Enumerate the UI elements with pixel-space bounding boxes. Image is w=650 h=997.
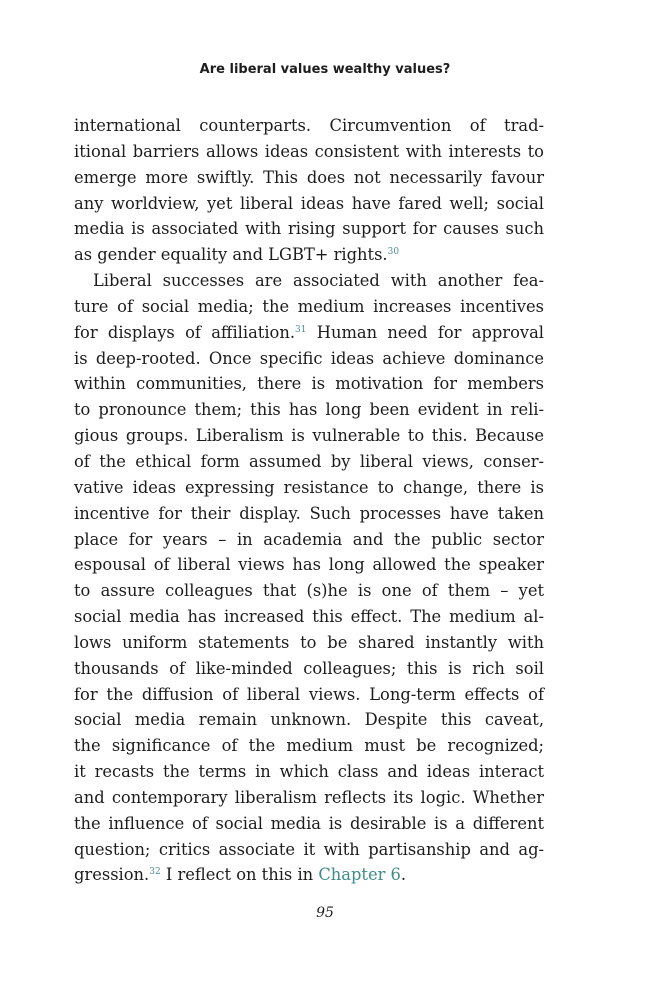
endnote-marker-32[interactable]: 32	[149, 867, 161, 878]
page-number: 95	[316, 905, 334, 921]
text-line: itional barriers allows ideas consistent with interests to	[74, 141, 544, 161]
text-line: Liberal successes are associated with another fea-	[93, 271, 544, 291]
endnote-marker-31[interactable]: 31	[295, 324, 307, 335]
text-line: place for years – in academia and the public sector	[74, 529, 544, 549]
line-text: for displays of affiliation.	[74, 322, 296, 342]
text-line: it recasts the terms in which class and ideas interact	[74, 762, 544, 782]
line-text: as gender equality and LGBT+ rights.	[74, 245, 388, 265]
text-line: vative ideas expressing resistance to change, there is	[74, 477, 544, 497]
text-line: the influence of social media is desirable is a different	[74, 813, 544, 833]
text-line: media is associated with rising support for causes such	[74, 219, 544, 239]
text-line: the significance of the medium must be recognized;	[74, 736, 544, 756]
body-text	[74, 113, 544, 888]
paragraph-1	[74, 113, 544, 268]
text-line: to pronounce them; this has long been evident in reli-	[74, 400, 544, 420]
line-text: gression.	[74, 865, 150, 885]
text-line: emerge more swiftly. This does not necessarily favour	[74, 167, 544, 187]
line-text: .	[400, 865, 407, 885]
endnote-marker-30[interactable]: 30	[387, 247, 400, 258]
text-line: of the ethical form assumed by liberal views, conser-	[74, 451, 544, 471]
text-line: to assure colleagues that (s)he is one of them – yet	[74, 581, 544, 601]
text-line: social media remain unknown. Despite this caveat,	[74, 710, 544, 730]
text-line: within communities, there is motivation for members	[74, 374, 544, 394]
text-line	[74, 242, 544, 268]
text-line: and contemporary liberalism reflects its logic. Whether	[74, 787, 544, 807]
text-line: international counterparts. Circumvention of trad-	[74, 116, 544, 135]
text-line: incentive for their display. Such processes have taken	[74, 503, 544, 523]
text-line: is deep-rooted. Once specific ideas achieve dominance	[74, 348, 544, 368]
text-line: espousal of liberal views has long allowed the speaker	[74, 555, 544, 575]
chapter-6-link[interactable]: Chapter 6	[318, 865, 401, 885]
line-text: Human need for approval	[306, 322, 544, 342]
text-line: question; critics associate it with partisanship and ag-	[74, 839, 544, 859]
text-line: any worldview, yet liberal ideas have fared well; social	[74, 193, 544, 213]
text-line: social media has increased this effect. The medium al-	[74, 607, 544, 627]
line-text: I reflect on this in	[160, 865, 319, 885]
text-line: lows uniform statements to be shared instantly with	[74, 632, 544, 652]
text-line	[74, 862, 544, 888]
text-line: ture of social media; the medium increases incentives	[74, 296, 544, 316]
text-line: gious groups. Liberalism is vulnerable to this. Because	[74, 426, 544, 446]
text-line: thousands of like-minded colleagues; this is rich soil	[74, 658, 544, 678]
running-head: Are liberal values wealthy values?	[199, 62, 451, 77]
text-line: for the diffusion of liberal views. Long-term effects of	[74, 684, 544, 704]
paragraph-2	[74, 268, 544, 888]
text-line	[74, 320, 544, 346]
